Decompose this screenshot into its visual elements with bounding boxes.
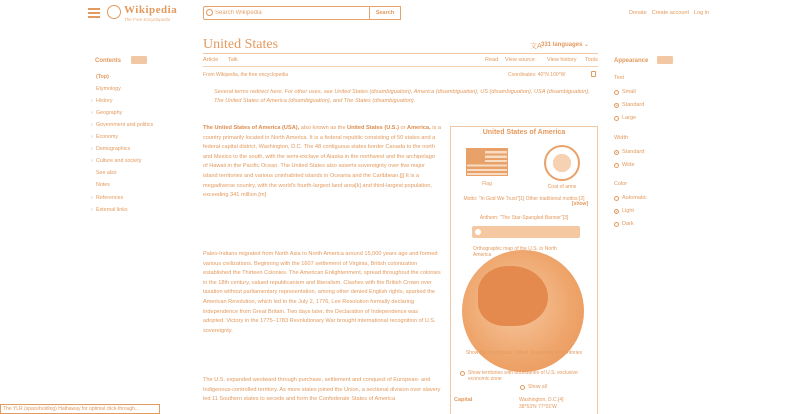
chevron-right-icon[interactable]: › bbox=[91, 195, 93, 201]
color-label: Color bbox=[614, 181, 628, 187]
globe-caption: Show the contiguous United States and its territories bbox=[465, 350, 583, 356]
color-option[interactable] bbox=[614, 221, 634, 227]
languages-button[interactable]: 331 languages ⌄ bbox=[541, 42, 590, 48]
radio-icon[interactable] bbox=[520, 385, 525, 390]
flag-caption[interactable]: Flag bbox=[482, 181, 492, 187]
width-label: Width bbox=[614, 135, 629, 141]
text-size-option-label: Standard bbox=[622, 102, 645, 108]
toc-item-label: Etymology bbox=[96, 86, 121, 92]
tab-article[interactable]: Article bbox=[203, 57, 219, 63]
flag-canton bbox=[467, 149, 485, 162]
north-america-landmass bbox=[478, 266, 548, 326]
status-bar: The YLR (spaceholding) Hathaway for optimal click-through... bbox=[0, 404, 160, 414]
search-icon bbox=[206, 9, 213, 16]
tab-view-source[interactable]: View source bbox=[505, 57, 535, 63]
tab-view-history[interactable]: View history bbox=[547, 57, 577, 63]
title-divider bbox=[203, 53, 598, 54]
page-title: United States bbox=[203, 37, 279, 52]
lock-icon bbox=[591, 71, 596, 77]
color-option[interactable] bbox=[614, 195, 646, 201]
toc-item-label: See also bbox=[96, 170, 117, 176]
toc-item[interactable] bbox=[91, 207, 128, 213]
appearance-title: Appearance bbox=[614, 58, 649, 64]
create-account-link[interactable]: Create account bbox=[651, 10, 689, 16]
radio-icon[interactable] bbox=[614, 103, 619, 108]
chevron-right-icon[interactable]: › bbox=[91, 110, 93, 116]
toc-item-label: Geography bbox=[96, 110, 123, 116]
radio-icon[interactable] bbox=[614, 196, 619, 201]
text-size-option[interactable] bbox=[614, 102, 644, 108]
color-option-label: Automatic bbox=[622, 195, 647, 201]
search-input[interactable] bbox=[215, 7, 365, 18]
toc-item[interactable] bbox=[91, 122, 153, 128]
toc-item-label: Demographics bbox=[96, 146, 131, 152]
capital-label: Capital bbox=[454, 397, 473, 403]
text-size-label: Text bbox=[614, 75, 625, 81]
toc-item[interactable] bbox=[91, 158, 141, 164]
tabs-divider bbox=[203, 66, 598, 67]
width-option-label: Wide bbox=[622, 162, 635, 168]
intro-paragraph: The United States of America (USA), also known as the United States (U.S.) or America, is a country primarily located in North America. It is a federal republic consisting of 50 states and a federal capital district, Washington, D.C. The 48 contiguous states border Canada to the north and Mexico to the south, with the semi-exclave of Alaska in the northwest and the archipelago of Hawaii in the Pacific Ocean. The United States also asserts sovereignty over five major island territories and various uninhabited islands in Oceania and the Caribbean.[j] It is a megadiverse country, with the world's fourth-largest land area[k] and third-largest population, exceeding 341 million.[m] bbox=[203, 125, 441, 199]
infobox-title: United States of America bbox=[482, 129, 566, 136]
color-option-label: Light bbox=[622, 208, 634, 214]
map-option-territories[interactable]: Show territories with boundaries of U.S. exclusive economic zone bbox=[460, 370, 590, 382]
color-option-label: Dark bbox=[622, 221, 634, 227]
text-size-option-label: Small bbox=[622, 89, 636, 95]
chevron-right-icon[interactable]: › bbox=[91, 207, 93, 213]
language-icon[interactable]: 文A bbox=[530, 43, 542, 50]
toc-item-label: Economy bbox=[96, 134, 119, 140]
radio-icon[interactable] bbox=[614, 150, 619, 155]
history-paragraph: Paleo-Indians migrated from North Asia to North America around 15,000 years ago and formed various civilizations. Beginning with the 1607 settlement of Virginia, British colonization established the Thirteen Colonies. The American Enlightenment, spread throughout the colonies in the 18th century, valued republicanism and liberalism. Clashes with the British Crown over taxation without parliamentary representation, among other denied English rights, sparked the American Revolution, which led to the July 2, 1776, Lee Resolution formally declaring independence from Great Britain. Two days later, the Declaration of Independence was adopted. Victory in the 1775–1783 Revolutionary War brought international recognition of U.S. sovereignty. bbox=[203, 251, 441, 334]
wikipedia-globe-icon[interactable] bbox=[107, 5, 121, 19]
toc-item[interactable] bbox=[91, 195, 123, 201]
toc-item[interactable] bbox=[91, 74, 109, 80]
expansion-paragraph: The U.S. expanded westward through purchase, settlement and conquest of European- and Indigenous-controlled territory. As more states joined the Union, a sectional division over slavery led 11 Southern states to secede and form the Confederate States of America bbox=[203, 377, 441, 403]
map-caption: Orthographic map of the U.S. in North America bbox=[473, 246, 557, 258]
wikipedia-wordmark[interactable]: Wikipedia bbox=[124, 4, 178, 16]
search-button[interactable]: Search bbox=[369, 6, 401, 20]
chevron-right-icon[interactable]: › bbox=[91, 146, 93, 152]
anthem[interactable]: Anthem: "The Star-Spangled Banner"[3] bbox=[479, 215, 569, 221]
contents-title: Contents bbox=[95, 58, 121, 64]
tab-read[interactable]: Read bbox=[485, 57, 499, 63]
appearance-hide-button[interactable] bbox=[657, 56, 673, 64]
tab-talk[interactable]: Talk bbox=[228, 57, 238, 63]
chevron-right-icon[interactable]: › bbox=[91, 134, 93, 140]
coordinates-link[interactable]: Coordinates: 40°N 100°W bbox=[508, 72, 566, 78]
anthem-audio-player[interactable] bbox=[472, 226, 580, 238]
toc-item-label: (Top) bbox=[96, 74, 109, 80]
motto: Motto: "In God We Trust"[1] Other traditional mottos:[2] bbox=[463, 196, 585, 202]
chevron-right-icon[interactable]: › bbox=[91, 158, 93, 164]
chevron-right-icon[interactable]: › bbox=[91, 122, 93, 128]
width-option-label: Standard bbox=[622, 149, 645, 155]
toc-item-label: History bbox=[96, 98, 113, 104]
show-mottos-button[interactable]: [show] bbox=[572, 201, 589, 207]
radio-icon[interactable] bbox=[614, 209, 619, 214]
play-icon[interactable] bbox=[475, 229, 481, 235]
hatnote: Several terms redirect here. For other uses, see United States (disambiguation), America (disambiguation), US (disambiguation), USA (disambiguation), The United States of America (disambiguation), and The States (disambiguation). bbox=[214, 89, 590, 104]
toc-item-label: References bbox=[96, 195, 124, 201]
toc-item[interactable] bbox=[91, 110, 122, 116]
wikipedia-tagline: The Free Encyclopedia bbox=[124, 17, 171, 22]
coat-of-arms-caption[interactable]: Coat of arms bbox=[547, 184, 577, 190]
toc-item[interactable] bbox=[91, 146, 130, 152]
chevron-right-icon[interactable]: › bbox=[91, 98, 93, 104]
contents-hide-button[interactable] bbox=[131, 56, 147, 64]
text-size-option-label: Large bbox=[622, 115, 637, 121]
toc-item[interactable] bbox=[91, 170, 117, 176]
color-option[interactable] bbox=[614, 208, 634, 214]
capital-value[interactable]: Washington, D.C.[4] 38°53′N 77°01′W bbox=[519, 397, 564, 410]
toc-item-label: Government and politics bbox=[96, 122, 154, 128]
text-size-option[interactable] bbox=[614, 89, 636, 95]
toc-item[interactable] bbox=[91, 98, 112, 104]
from-wikipedia-note: From Wikipedia, the free encyclopedia bbox=[203, 72, 289, 78]
radio-icon[interactable] bbox=[460, 371, 465, 376]
toc-item-label: Culture and society bbox=[96, 158, 142, 164]
donate-link[interactable]: Donate bbox=[628, 10, 647, 16]
log-in-link[interactable]: Log in bbox=[694, 10, 709, 16]
radio-icon[interactable] bbox=[614, 116, 619, 121]
radio-icon[interactable] bbox=[614, 222, 619, 227]
toc-item[interactable] bbox=[91, 182, 110, 188]
coat-of-arms-image[interactable] bbox=[544, 145, 580, 181]
radio-icon[interactable] bbox=[614, 90, 619, 95]
width-option[interactable] bbox=[614, 149, 644, 155]
radio-icon[interactable] bbox=[614, 163, 619, 168]
text-size-option[interactable] bbox=[614, 115, 636, 121]
main-menu-icon[interactable] bbox=[88, 8, 100, 18]
width-option[interactable] bbox=[614, 162, 635, 168]
map-option-show-all[interactable]: Show all bbox=[520, 384, 547, 390]
user-links bbox=[629, 10, 709, 16]
toc-item[interactable] bbox=[91, 86, 121, 92]
toc-item-label: Notes bbox=[96, 182, 110, 188]
toc-item[interactable] bbox=[91, 134, 118, 140]
toc-item-label: External links bbox=[96, 207, 128, 213]
tools-button[interactable]: Tools bbox=[585, 57, 598, 63]
